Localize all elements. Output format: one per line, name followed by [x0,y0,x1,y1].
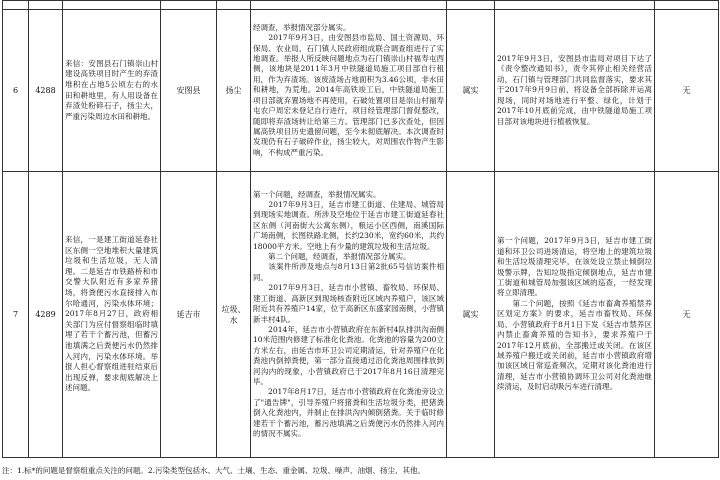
case-id: 4288 [29,10,63,172]
pollution-type: 垃圾、水 [217,172,251,458]
previous-row-edge [3,1,719,10]
table-footnote: 注：1.标*的问题是督察组重点关注的问题。2.污染类型包括水、大气、土壤、生态、重金属、垃圾、噪声、油烟、扬尘、其他。 [2,466,426,475]
investigation-details: 第一个问题，经调查，举报情况属实。 2017年9月3日，延吉市建工街道、住建局、城管局到现场实地调查。所涉及空地位于延吉市建工街道延春社区东侧（河南街大公寓东侧），粮运小区西侧，南溪国际广场南侧，长图铁路北侧，长约230米，宽约60米，共约18000平方米。空地上有少量的建筑垃圾和生活垃圾。 第二个问题，经调查，举报情况部分属实。 该案件所涉及地点与8月13日第2批65号信访案件相同。 2017年9月3日，延吉市小营镇、畜牧局、环保局、建工街道、高新区到现场核查附近区域内养殖户，该区域附近共有养殖户14家，位于高新区东盛家园南侧，小营镇新丰村4队。 2014年，延吉市小营镇政府在东新村4队排洪沟南侧10米范围内修建了标准化化粪池。化粪池的容量为200立方米左右，由延吉市环卫公司定期清运，针对养殖户在化粪池内倒掉粪便，第一部分直接通过沿化粪池周围排放到河沟内的现象，小营镇政府已于2017年8月16日清理完毕。 2017年8月17日，延吉市小营镇政府在化粪池旁设立了"通告牌"，引导养殖户将猪粪和生活垃圾分类，把猪粪倒入化粪池内，并制止在排洪沟内倾倒猪粪。关于临时修建若干个蓄污池，蓄污池填满之后粪便污水仍然排入河内的情况不属实。 [251,172,447,458]
handling-details: 第一个问题，2017年9月3日，延吉市建工街道和环卫公司进场清运，将空地上的建筑垃圾和生活垃圾清理完毕，在该处设立禁止倾倒垃圾警示牌，告知垃圾指定倾倒地点，延吉市建工街道和城管局加强该区域的巡查，一经发现将立即清理。 第二个问题，按照《延吉市畜禽养殖禁养区划定方案》的要求，延吉市畜牧局、环保局、小营镇政府于8月1日下发《延吉市禁养区内禁止畜禽养殖的告知书》，要求养殖户于2017年12月底前，全部搬迁或关闭。在该区域养殖户搬迁或关闭前，延吉市小营镇政府增加该区域日常巡查频次，定期对该化粪池进行清理，延吉市小营镇协调环卫公司对化粪池继续清运，及时启动吸污车进行清理。 [495,172,655,458]
table-row [3,10,719,172]
accountability: 无 [655,10,719,172]
verdict: 属实 [447,172,495,458]
case-id: 4289 [29,172,63,458]
table-row [3,172,719,458]
administrative-region: 延吉市 [161,172,217,458]
complaint-content: 来信：安图县石门镇崇山村建设高铁项目时产生的弃渣堆积在占地5公顷左右的水田和耕地里，有人用设备在弃渣处粉碎石子，扬尘大，严重污染周边水田和耕地。 [63,10,161,172]
row-index: 6 [3,10,29,172]
verdict: 属实 [447,10,495,172]
complaint-content: 来信，一是建工街道延春社区东侧一空地堆积大量建筑垃圾和生活垃圾，无人清理。二是延吉市铁路桥和市交警大队附近有多家养猪场，将粪便污水直接排入布尔哈通河，污染水体环境；2017年8月27日，政府相关部门为应付督察组临时填埋了若干个蓄污池，但蓄污池填满之后粪便污水仍然排入河内，污染水体环境。举报人担心督察组进驻结束后出现反弹，要求彻底解决上述问题。 [63,172,161,458]
investigation-details: 经调查，举报情况部分属实。 2017年9月3日，由安图县市监局、国土资源局、环保局、农业局、石门镇人民政府组成联合调查组进行了实地调查。举报人所反映问题地点为石门镇崇山村福寿屯西侧，该地块是2011年3月中铁隧道局施工项目部自行租用，作为弃渣场。该废渣场占地面积为3.46公顷，非水田和耕地，为荒地。2014年高铁竣工后，中铁隧道局施工项目部就弃置场地不再使用，石破处置项目是崇山村福寿屯农户周宏未登记自行进行，项目经管理部门督促整改，随即将弃渣场转让给第三方。管理部门已多次查处，但因属高铁项目历史遗留问题，至今未彻底解决。本次调查时发现仍有石子破碎作业，扬尘较大，对周围农作物产生影响，不构成严重污染。 [251,10,447,172]
row-index: 7 [3,172,29,458]
administrative-region: 安图县 [161,10,217,172]
handling-details: 2017年9月3日，安图县市监局对项目下达了《责令整改通知书》，责令其停止相关经营活动，石门镇与管理部门共同监督落实，要求其于2017年9月9日前，将设备全部拆除并运离现场，同时对场地进行平整、绿化，计划于2017年10月底前完成，由中铁隧道局施工项目部对该地块进行植被恢复。 [495,10,655,172]
accountability: 无 [655,172,719,458]
pollution-type: 扬尘 [217,10,251,172]
complaint-table [2,0,719,458]
